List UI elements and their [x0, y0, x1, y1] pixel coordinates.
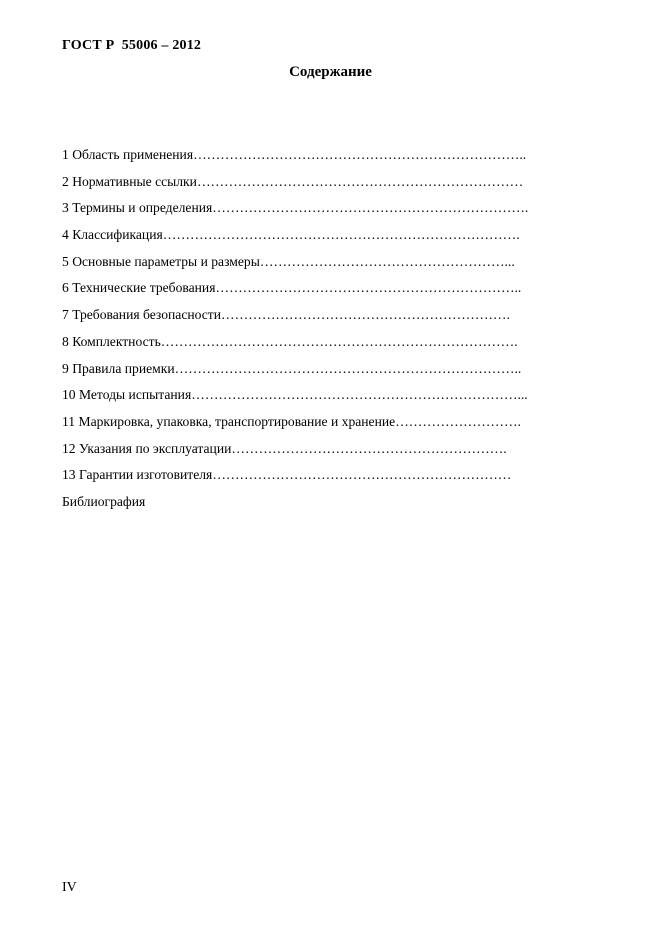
toc-item-operating-instructions[interactable]: [62, 440, 602, 467]
toc-leader-dots: ……………………………………………………….: [221, 307, 510, 323]
toc-title: [0, 64, 661, 81]
toc-item-technical-requirements[interactable]: [62, 279, 602, 306]
toc-item-terms-definitions[interactable]: [62, 199, 602, 226]
toc-leader-dots: …………………………………………………….: [231, 440, 507, 456]
toc-item-acceptance-rules[interactable]: [62, 360, 602, 387]
toc-leader-dots: …………………………………………………………….: [212, 200, 529, 216]
toc-item-text: 7 Требования безопасности: [62, 307, 222, 323]
toc-item-text: 6 Технические требования: [62, 280, 216, 296]
toc-leader-dots: …………………………………………………………..: [215, 280, 522, 296]
toc-leader-dots: ………………………………………………...: [259, 253, 515, 269]
toc-item-text: 1 Область применения: [62, 147, 194, 162]
toc-leader-dots: …………………………………………………………………….: [162, 227, 520, 243]
toc-leader-dots: …………………………………………………………: [212, 467, 512, 483]
toc-item-manufacturer-warranty[interactable]: [62, 466, 602, 493]
toc-leader-dots: …………………………………………………………………….: [160, 333, 518, 349]
toc-item-bibliography[interactable]: [62, 493, 602, 520]
page-number: IV: [62, 880, 77, 895]
toc-item-text: 2 Нормативные ссылки: [62, 173, 197, 189]
toc-item-main-parameters[interactable]: [62, 253, 602, 280]
toc-item-safety-requirements[interactable]: [62, 306, 602, 333]
toc-leader-dots: ………………………………………………………………: [196, 173, 524, 189]
toc-item-classification[interactable]: [62, 226, 602, 253]
document-code: ГОСТ Р 55006 – 2012: [62, 38, 202, 53]
toc-item-text: 5 Основные параметры и размеры: [62, 253, 260, 269]
toc-item-text: 13 Гарантии изготовителя: [62, 467, 213, 483]
toc-item-marking-packaging[interactable]: [62, 413, 602, 440]
toc-leader-dots: ……………………….: [395, 413, 521, 429]
toc-item-text: Библиография: [62, 493, 146, 509]
toc-item-test-methods[interactable]: [62, 386, 602, 413]
toc-leader-dots: …………………………………………………………………..: [174, 360, 522, 376]
toc-item-text: 3 Термины и определения: [62, 200, 213, 216]
toc-item-text: 4 Классификация: [62, 227, 163, 243]
toc-item-text: 10 Методы испытания: [62, 387, 192, 403]
toc-item-text: 8 Комплектность: [62, 333, 161, 349]
toc-item-scope[interactable]: [62, 146, 602, 173]
table-of-contents: [62, 146, 602, 520]
toc-item-text: 9 Правила приемки: [62, 360, 175, 376]
toc-item-text: 11 Маркировка, упаковка, транспортирование и хранение: [62, 413, 396, 429]
toc-title-text: Содержание: [289, 64, 372, 80]
toc-leader-dots: ………………………………………………………………...: [191, 387, 528, 403]
toc-item-text: 12 Указания по эксплуатации: [62, 440, 232, 456]
toc-item-completeness[interactable]: [62, 333, 602, 360]
toc-item-normative-references[interactable]: [62, 173, 602, 200]
toc-leader-dots: ………………………………………………………………..: [193, 147, 527, 162]
